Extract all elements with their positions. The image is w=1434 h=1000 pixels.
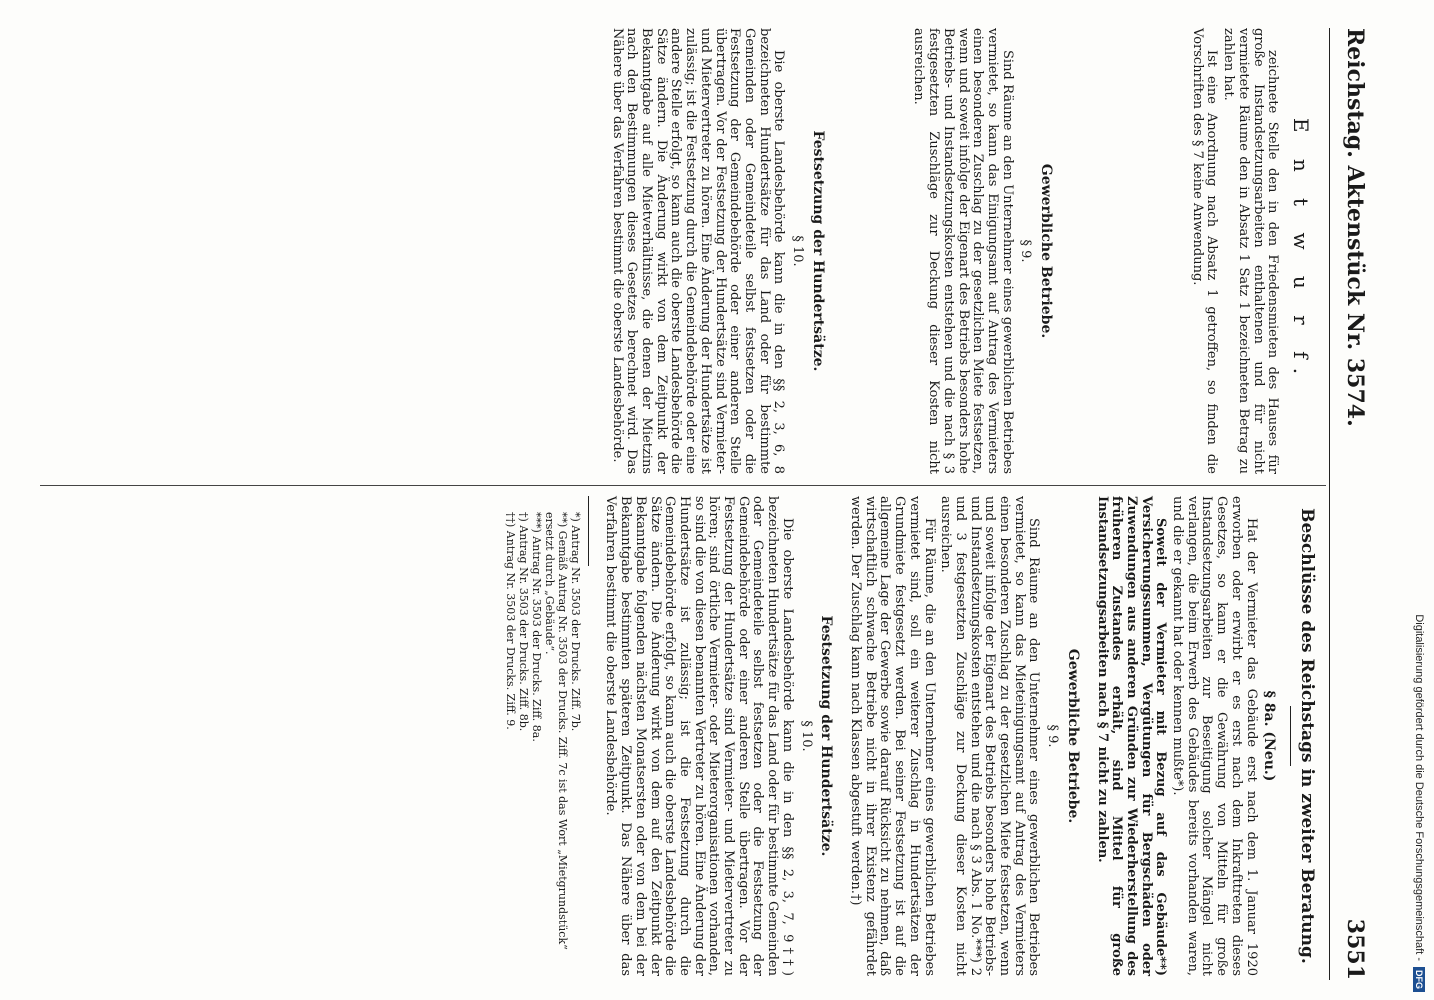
section-10-text: Die oberste Landesbehörde kann die in den §§ 2, 3, 6, 8 bezeichneten Hundertsätze für das Land oder für bestimmte Gemeinden oder Gemeindeteile selbst festsetzen oder die Festsetzung der Gemeindebehörde oder einer anderen Stelle übertragen. Vor der Festsetzung der Hundertsätze sind Vermieter- und Mietervertreter zu hören. Eine Änderung der Hundertsätze ist zulässig; ist die Festsetzung durch die Gemeindebehörde oder eine andere Stelle erfolgt, so kann auch die oberste Landesbehörde die Sätze ändern. Die Änderung wirkt von dem Zeitpunkt der Bekanntgabe auf alle Mietverhältnisse, die denen der Mietzins nach den Bestimmungen dieses Gesetzes berechnet wird. Das Nähere über das Verfahren bestimmt die oberste Landesbehörde. bbox=[609, 28, 787, 474]
page-header bbox=[1334, 28, 1368, 980]
section-9-text-right: Sind Räume an den Unternehmer eines gewerblichen Betriebes vermietet, so kann das Mieteinigungsamt auf Antrag des Vermieters einen besonderen Zuschlag zu der gesetzlichen Miete festsetzen, wenn und soweit infolge der Eigenart des Betriebs besonders hohe Betriebs- und Instandsetzungskosten entstehen und die nach § 3 Abs. 1 No.***) 2 und 3 festgesetzten Zuschläge zur Deckung dieser Kosten nicht ausreichen. bbox=[938, 496, 1042, 976]
section-9-number-right: § 9. bbox=[1045, 724, 1061, 748]
section-10-number: § 10. bbox=[790, 235, 806, 267]
footnote-rule bbox=[588, 496, 589, 566]
page-number: 3551 bbox=[1342, 918, 1368, 980]
section-10-title-right: Festsetzung der Hundertsätze. bbox=[818, 615, 835, 857]
footnote: ***) Antrag Nr. 3503 der Drucks. Ziff. 8a. bbox=[529, 512, 543, 742]
left-column-entwurf bbox=[30, 28, 1326, 474]
intro-paragraph-2: Ist eine Anordnung nach Absatz 1 getroffen, so finden die Vorschriften des § 7 keine Anwendung. bbox=[1189, 28, 1220, 474]
section-10-number-right: § 10. bbox=[798, 720, 814, 752]
digitization-text: Digitalisierung gefördert durch die Deutsche Forschungsgemeinschaft - bbox=[1413, 614, 1425, 961]
section-9-number: § 9. bbox=[1018, 239, 1034, 263]
right-column-title: Beschlüsse des Reichstags in zweiter Beratung. bbox=[1297, 508, 1317, 964]
header-rule bbox=[1329, 28, 1330, 980]
section-8a-heading: § 8a. (Neu.) bbox=[1261, 690, 1278, 782]
section-9-title: Gewerbliche Betriebe. bbox=[1038, 163, 1055, 339]
left-column-title: E n t w u r f. bbox=[1289, 117, 1313, 385]
dfg-logo: DFG bbox=[1413, 967, 1425, 992]
spacer bbox=[839, 28, 909, 474]
section-8a-text: Hat der Vermieter das Gebäude erst nach dem 1. Januar 1920 erworben oder erwirbt er es erst nach dem Inkrafttreten dieses Gesetzes, so kann er die Gewährung von Mitteln für große Instandsetzungsarbeiten zur Beseitigung solcher Mängel nicht verlangen, die beim Erwerb des Gebäudes bereits vorhanden waren, und die er gekannt hat oder kennen mußte*). bbox=[1170, 496, 1259, 976]
digitization-note bbox=[1404, 0, 1434, 1000]
right-column-beschluesse bbox=[30, 496, 1326, 976]
footnote: **) Gemäß Antrag Nr. 3503 der Drucks. Ziff. 7c ist das Wort „Mietgrundstück“ ersetzt durch „Gebäude“. bbox=[542, 512, 569, 950]
column-divider bbox=[40, 485, 1326, 486]
footnote: *) Antrag Nr. 3503 der Drucks. Ziff. 7b. bbox=[568, 512, 582, 732]
spacer bbox=[1067, 28, 1187, 474]
section-10-text-right: Die oberste Landesbehörde kann die in den §§ 2, 3, 7, 9††) bezeichneten Hundertsätze für das Land oder für bestimmte Gemeinden oder Gemeindeteile selbst festsetzen oder die Festsetzung der Gemeindebehörde oder einer anderen Stelle übertragen. Vor der Festsetzung der Hundertsätze sind Vermieter- und Mietervertreter zu hören; sind örtliche Vermieter- oder Mieterorganisationen vorhanden, so sind die von diesen benannten Vertreter zu hören. Eine Änderung der Hundertsätze ist zulässig; ist die Festsetzung durch die Gemeindebehörde erfolgt, so kann auch die oberste Landesbehörde die Sätze ändern. Die Änderung wirkt von dem auf den Zeitpunkt der Bekanntgabe folgenden nächsten Monatsersten oder von dem bei der Bekanntgabe bestimmten späteren Zeitpunkt. Das Nähere über das Verfahren bestimmt die oberste Landesbehörde. bbox=[603, 496, 795, 976]
section-10-title: Festsetzung der Hundertsätze. bbox=[809, 130, 826, 372]
section-9-text2-right: Für Räume, die an den Unternehmer eines gewerblichen Betriebes vermietet sind, soll ein weiterer Zuschlag in Hundertsätzen der Grundmiete festgesetzt werden. Bei seiner Festsetzung ist auf die allgemeine Lage der Gewerbe sowie darauf Rücksicht zu nehmen, daß wirtschaftlich schwache Betriebe nicht in ihrer Existenz gefährdet werden. Der Zuschlag kann nach Klassen abgestuft werden.†) bbox=[848, 496, 937, 976]
intro-paragraph-1: zeichnete Stelle den in den Friedensmieten des Hauses für große Instandsetzungsarbeiten enthaltenen und für nicht vermietete Räume den in Absatz 1 Satz 1 bezeichneten Betrag zu zahlen hat. bbox=[1221, 28, 1281, 474]
section-8a-bold-text: Soweit der Vermieter mit Bezug auf das Gebäude**) Versicherungssummen, Vergütungen für Bergschäden oder Zuwendungen aus anderen Gründen zur Wiederherstellung des früheren Zustandes erhält, sind Mittel für große Instandsetzungsarbeiten nach § 7 nicht zu zahlen. bbox=[1094, 496, 1169, 976]
footnote: †) Antrag Nr. 3503 der Drucks. Ziff. 8b. bbox=[516, 512, 530, 732]
title-rule bbox=[1290, 706, 1291, 766]
header-title: Reichstag. Aktenstück Nr. 3574. bbox=[1342, 28, 1368, 427]
section-9-text: Sind Räume an den Unternehmer eines gewerblichen Betriebes vermietet, so kann das Einigungsamt auf Antrag des Vermieters einen besonderen Zuschlag zu der gesetzlichen Miete festsetzen, wenn und soweit infolge der Eigenart des Betriebs besonders hohe Betriebs- und Instandsetzungskosten entstehen und die nach § 3 festgesetzten Zuschläge zur Deckung dieser Kosten nicht ausreichen. bbox=[911, 28, 1015, 474]
section-9-title-right: Gewerbliche Betriebe. bbox=[1064, 648, 1081, 824]
footnote: ††) Antrag Nr. 3503 der Drucks. Ziff. 9. bbox=[503, 512, 517, 730]
